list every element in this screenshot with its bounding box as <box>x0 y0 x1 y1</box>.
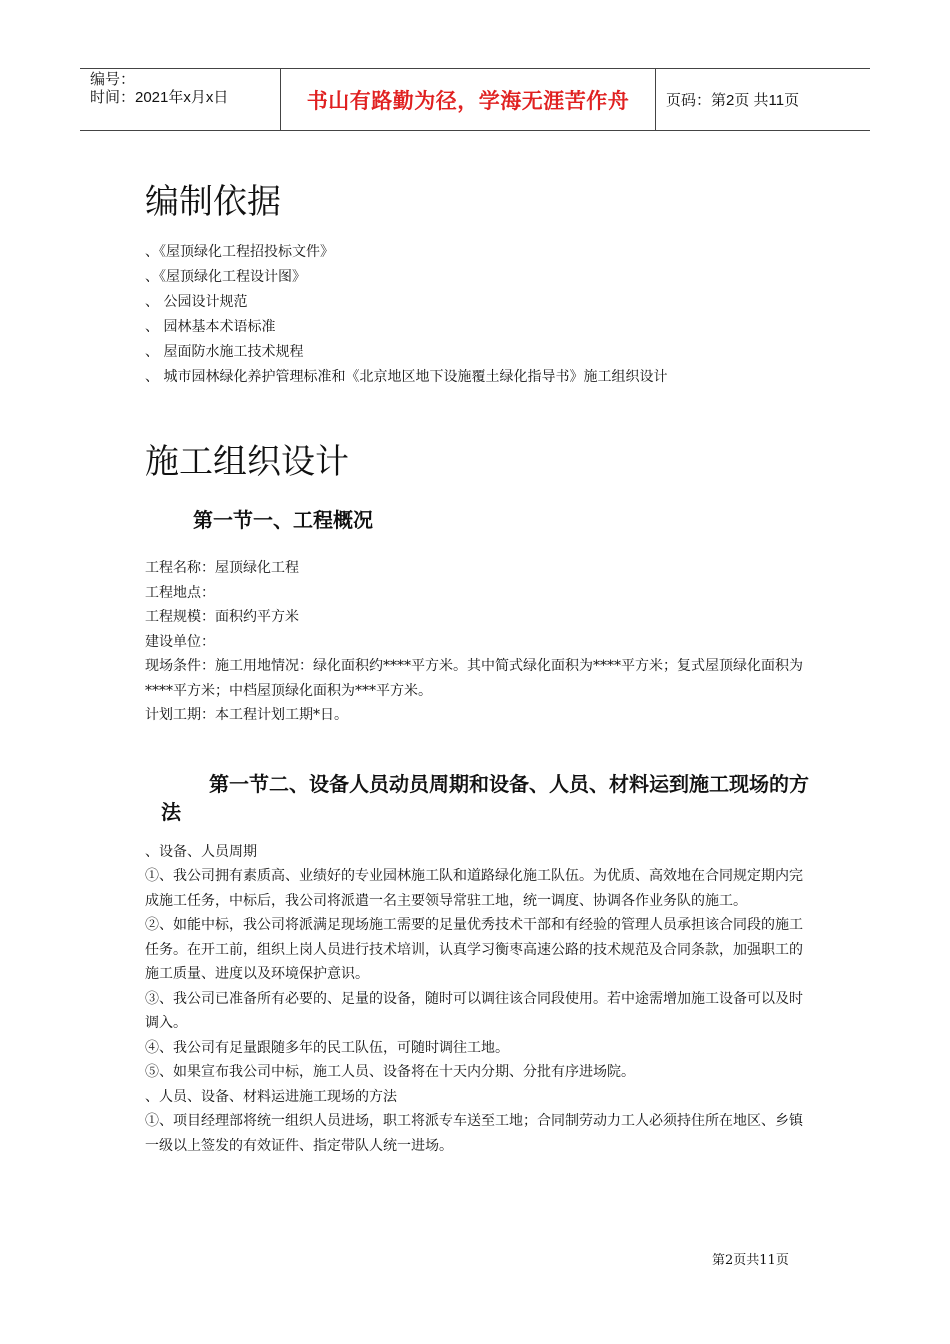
reference-item: 、 园林基本术语标准 <box>145 319 276 335</box>
reference-item: 、《屋顶绿化工程设计图》 <box>145 269 306 285</box>
overview-line: 工程名称：屋顶绿化工程 <box>145 560 299 576</box>
mobilization-lines <box>145 840 813 1159</box>
mobilization-line: ④、我公司有足量跟随多年的民工队伍，可随时调往工地。 <box>145 1039 509 1056</box>
mobilization-line: ②、如能中标，我公司将派满足现场施工需要的足量优秀技术干部和有经验的管理人员承担该合同段的施工任务。在开工前，组织上岗人员进行技术培训，认真学习衡枣高速公路的技术规范及合同条款，加强职工的施工质量、进度以及环境保护意识。 <box>145 917 803 982</box>
reference-item: 、 公园设计规范 <box>145 294 248 310</box>
section-title-design: 施工组织设计 <box>145 442 349 482</box>
header-meta <box>80 69 281 130</box>
section-title-basis: 编制依据 <box>145 182 281 222</box>
mobilization-line: ⑤、如果宣布我公司中标，施工人员、设备将在十天内分期、分批有序进场院。 <box>145 1064 635 1080</box>
mobilization-line: 、人员、设备、材料运进施工现场的方法 <box>145 1088 397 1105</box>
overview-line: 工程规模：面积约平方米 <box>145 609 299 625</box>
header-code: 编号： <box>90 71 136 88</box>
document-body <box>145 170 813 1158</box>
reference-item: 、 城市园林绿化养护管理标准和《北京地区地下设施覆土绿化指导书》施工组织设计 <box>145 369 668 385</box>
header-motto: 书山有路勤为径，学海无涯苦作舟 <box>281 69 656 130</box>
overview-line: 现场条件：施工用地情况：绿化面积约****平方米。其中简式绿化面积为****平方米；复式屋顶绿化面积为****平方米；中档屋顶绿化面积为***平方米。 <box>145 658 803 699</box>
mobilization-line: 、设备、人员周期 <box>145 843 257 860</box>
reference-item: 、 屋面防水施工技术规程 <box>145 344 304 360</box>
overview-lines <box>145 556 813 728</box>
overview-line: 计划工期：本工程计划工期*日。 <box>145 707 348 723</box>
subsection-heading-overview: 第一节一、工程概况 <box>193 508 373 532</box>
page-header <box>80 68 870 131</box>
header-page-info: 页码：第2页 共11页 <box>666 92 800 109</box>
page-footer: 第2页共11页 <box>712 1253 789 1268</box>
reference-list <box>145 240 813 390</box>
mobilization-line: ①、我公司拥有素质高、业绩好的专业园林施工队和道路绿化施工队伍。为优质、高效地在合同规定期内完成施工任务，中标后，我公司将派遣一名主要领导常驻工地，统一调度、协调各作业务队的施工。 <box>145 868 803 909</box>
reference-item: 、《屋顶绿化工程招投标文件》 <box>145 244 334 260</box>
overview-line: 工程地点： <box>145 584 215 601</box>
subsection-heading-mobilization: 第一节二、设备人员动员周期和设备、人员、材料运到施工现场的方法 <box>161 771 809 824</box>
mobilization-line: ①、项目经理部将统一组织人员进场，职工将派专车送至工地；合同制劳动力工人必须持住所在地区、乡镇一级以上签发的有效证件、指定带队人统一进场。 <box>145 1113 803 1154</box>
overview-line: 建设单位： <box>145 633 215 650</box>
header-time: 时间：2021年x月x日 <box>90 89 229 106</box>
mobilization-line: ③、我公司已准备所有必要的、足量的设备，随时可以调往该合同段使用。若中途需增加施工设备可以及时调入。 <box>145 990 803 1031</box>
